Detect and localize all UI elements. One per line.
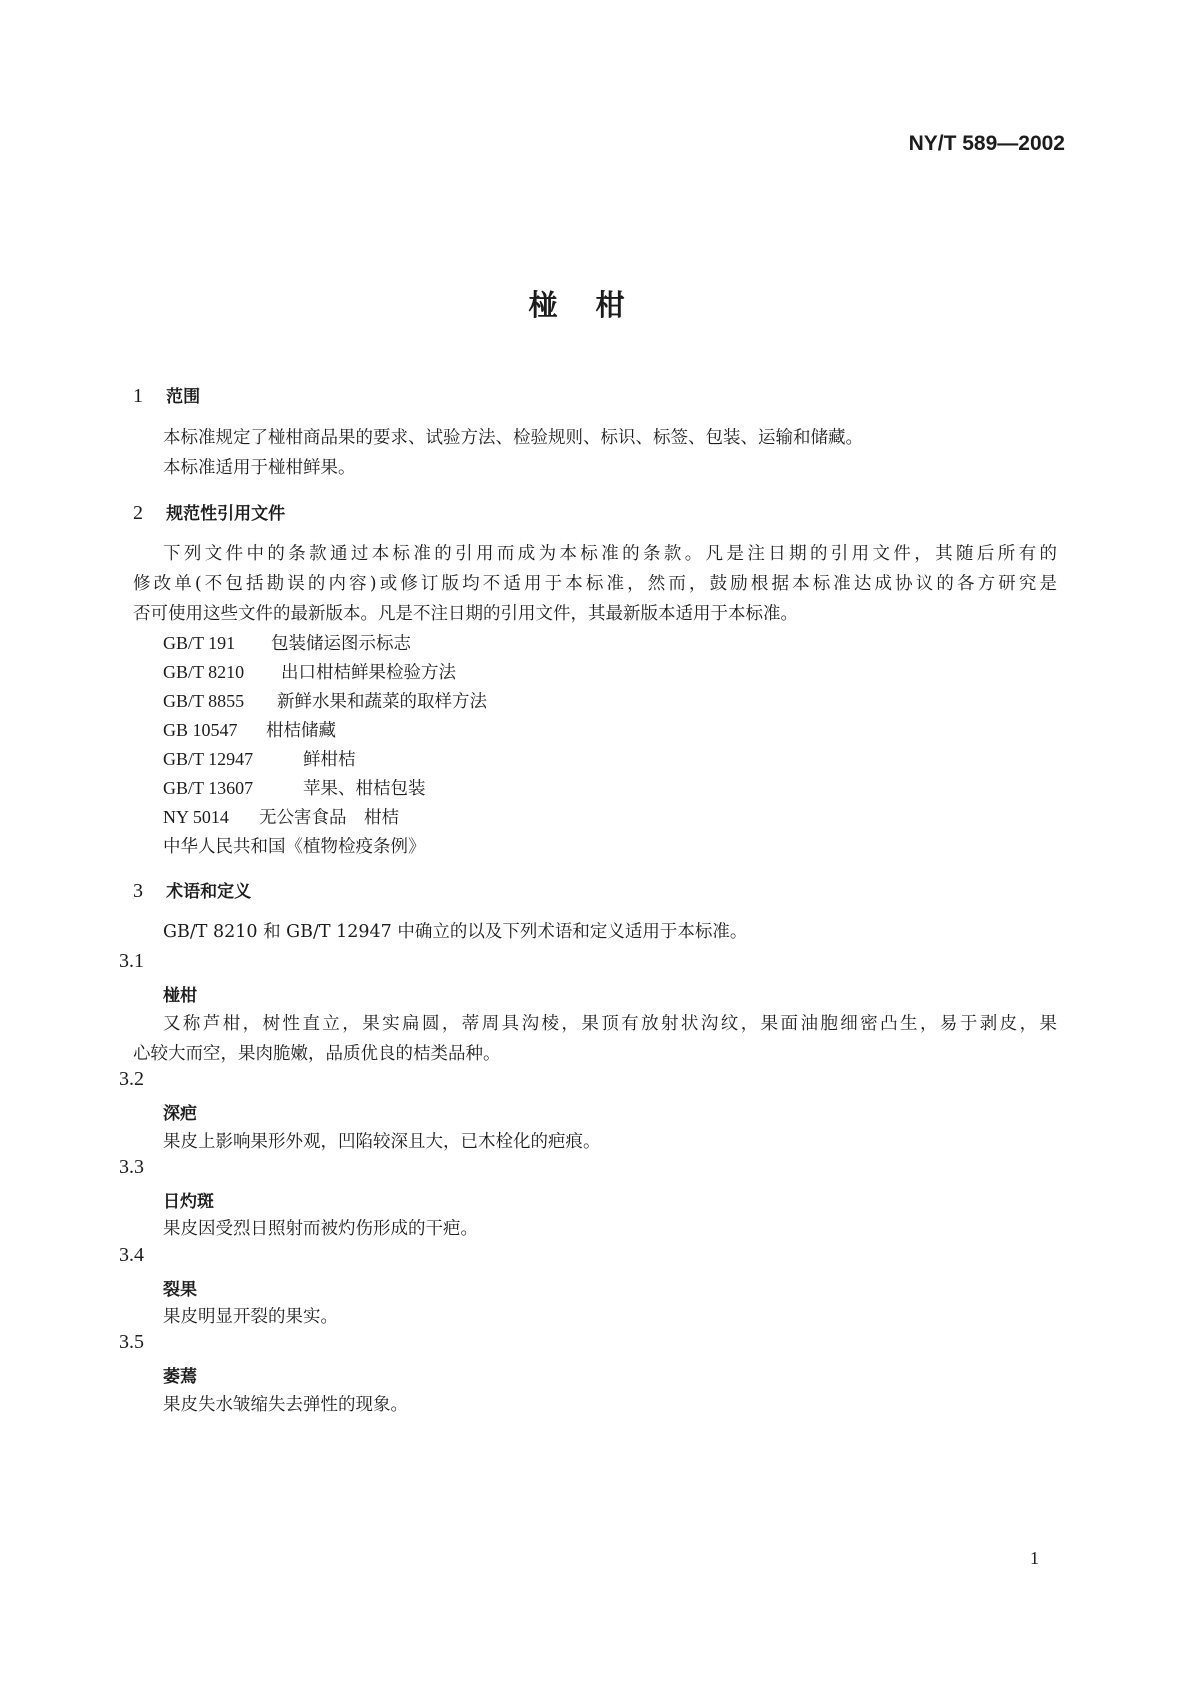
- reference-item: [163, 746, 356, 771]
- reference-item: [163, 630, 411, 655]
- reference-item: [163, 659, 456, 684]
- reference-code: GB/T 8210: [163, 662, 245, 682]
- term-name: 萎蔫: [163, 1367, 197, 1387]
- term-name: 裂果: [163, 1280, 197, 1300]
- section-number: 1: [133, 385, 143, 407]
- section-number: 2: [133, 502, 143, 524]
- reference-code: NY 5014: [163, 807, 229, 827]
- page-number: 1: [1030, 1548, 1039, 1568]
- section-1-heading: [133, 382, 200, 408]
- reference-item: [163, 804, 399, 829]
- reference-code: GB/T 191: [163, 633, 236, 653]
- section-title: 术语和定义: [166, 882, 252, 902]
- section-2-heading: [133, 499, 285, 525]
- paragraph: GB/T 8210 和 GB/T 12947 中确立的以及下列术语和定义适用于本标准。: [163, 922, 748, 942]
- reference-title: 新鲜水果和蔬菜的取样方法: [277, 692, 487, 712]
- reference-item: [163, 717, 336, 742]
- term-number: 3.1: [119, 950, 144, 972]
- reference-code: GB/T 8855: [163, 691, 245, 711]
- reference-code: GB/T 13607: [163, 778, 254, 798]
- term-definition-line: 果皮失水皱缩失去弹性的现象。: [163, 1395, 408, 1415]
- reference-title: 鲜柑桔: [303, 750, 356, 770]
- term-name: 深疤: [163, 1104, 197, 1124]
- term-number: 3.2: [119, 1068, 144, 1090]
- term-name: 日灼斑: [163, 1192, 214, 1212]
- reference-title: 苹果、柑桔包装: [303, 779, 426, 799]
- document-title: 椪柑: [528, 288, 663, 322]
- paragraph: 本标准适用于椪柑鲜果。: [163, 458, 356, 478]
- reference-code: GB 10547: [163, 720, 238, 740]
- term-definition-line: 果皮因受烈日照射而被灼伤形成的干疤。: [163, 1219, 478, 1239]
- reference-title: 出口柑桔鲜果检验方法: [281, 663, 456, 683]
- reference-code: GB/T 12947: [163, 749, 254, 769]
- term-name: 椪柑: [163, 986, 197, 1006]
- term-definition-line: 又称芦柑，树性直立，果实扁圆，蒂周具沟棱，果顶有放射状沟纹，果面油胞细密凸生，易于剥皮，果: [163, 1014, 1057, 1034]
- term-number: 3.3: [119, 1156, 144, 1178]
- section-title: 规范性引用文件: [166, 504, 286, 524]
- term-number: 3.5: [119, 1331, 144, 1353]
- regulation-reference: 中华人民共和国《植物检疫条例》: [163, 837, 426, 857]
- term-definition-line: 心较大而空，果肉脆嫩，品质优良的桔类品种。: [133, 1044, 501, 1064]
- paragraph-line: 修改单(不包括勘误的内容)或修订版均不适用于本标准，然而，鼓励根据本标准达成协议的各方研究是: [133, 574, 1057, 594]
- paragraph-line: 否可使用这些文件的最新版本。凡是不注日期的引用文件，其最新版本适用于本标准。: [133, 604, 798, 624]
- term-definition-line: 果皮明显开裂的果实。: [163, 1307, 338, 1327]
- paragraph-line: 下列文件中的条款通过本标准的引用而成为本标准的条款。凡是注日期的引用文件，其随后所有的: [163, 544, 1057, 564]
- standard-code: NY/T 589—2002: [908, 132, 1065, 155]
- section-title: 范围: [166, 387, 201, 407]
- term-number: 3.4: [119, 1244, 144, 1266]
- section-number: 3: [133, 880, 143, 902]
- reference-title: 无公害食品 柑桔: [259, 808, 399, 828]
- section-3-heading: [133, 877, 251, 903]
- reference-item: [163, 688, 487, 713]
- reference-title: 柑桔储藏: [266, 721, 336, 741]
- reference-item: [163, 775, 426, 800]
- term-definition-line: 果皮上影响果形外观，凹陷较深且大，已木栓化的疤痕。: [163, 1132, 601, 1152]
- paragraph: 本标准规定了椪柑商品果的要求、试验方法、检验规则、标识、标签、包装、运输和储藏。: [163, 428, 863, 448]
- reference-title: 包装储运图示标志: [271, 634, 411, 654]
